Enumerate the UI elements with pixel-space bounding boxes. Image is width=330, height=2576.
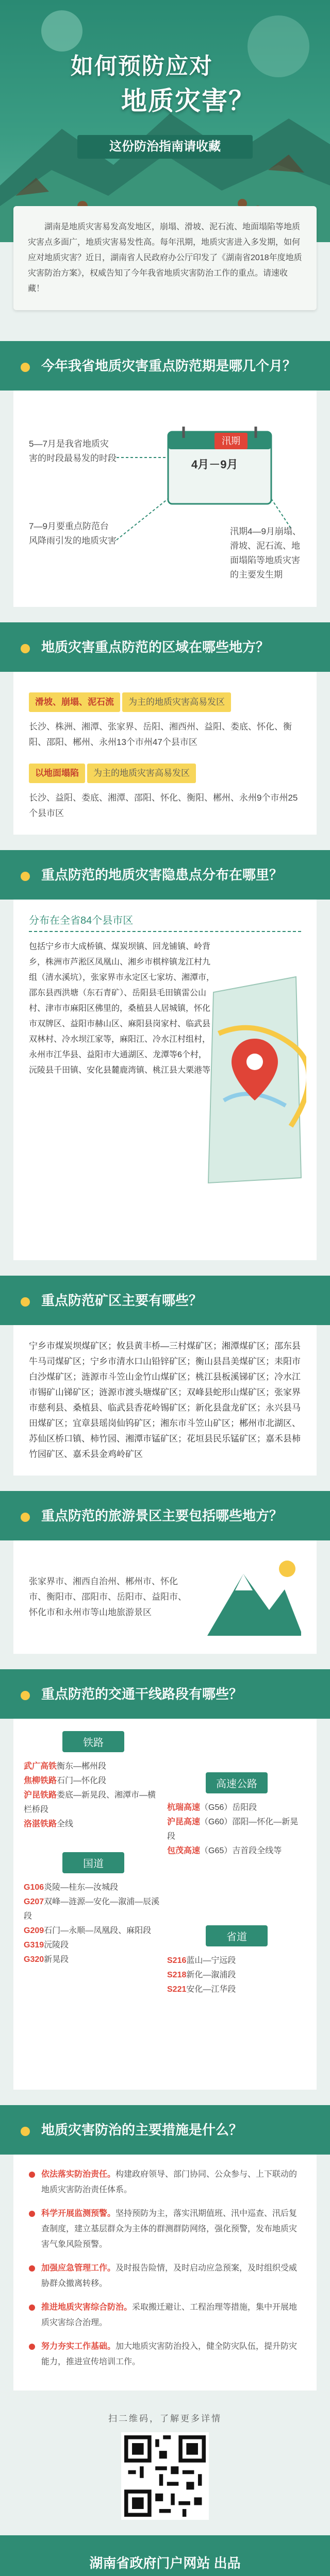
question-heading: 地质灾害重点防范的区域在哪些地方？ [0,622,330,672]
hazard-points-text: 包括宁乡市大成桥镇、煤炭坝镇、回龙铺镇、岭背乡，株洲市芦淞区凤凰山、湘乡市棋梓镇龙江村九组（清水溪坑），张家界市永定区七家坊、湘潭市，邵东县西洪塘（东石青矿）、岳阳县毛田镇雷公山村、津市市麻阳区佛里的，桑植县人居城镇，怀化市双牌区、益阳市赫山区、麻阳县岗家村、临武县双林村、冷水坝江家等，麻阳江、冷水江村组村，永州市江华县、益阳市大通湖区、龙潭等6个村，沅陵县千田镇、安化县麓鹿湾镇、桃江县大栗港等 [29,942,215,1075]
rail-header: 铁路 [62,1731,124,1752]
bullet-icon [21,363,30,372]
qr-code-icon [124,2435,206,2517]
map-pin-illustration [203,972,306,1188]
national-road-item: G319沅陵段 [24,1941,69,1950]
highway-item: 沪昆高速（G60）邵阳—怀化—新晃段 [167,1818,299,1841]
note-jul-sep: 7—9月要重点防范台风降雨引发的地质灾害 [29,521,117,546]
bullet-icon [21,872,30,881]
question-heading: 地质灾害防治的主要措施是什么？ [0,2105,330,2155]
period-block [0,341,330,607]
footer [0,2535,330,2576]
rail-item: 洛湛铁路全线 [24,1820,74,1828]
note-flood-season: 汛期4—9月崩塌、滑坡、泥石流、地面塌陷等地质灾害的主要发生期 [230,527,301,580]
highway-item: 包茂高速（G65）吉首段全线等 [167,1846,282,1855]
bullet-icon [21,2127,30,2136]
period-badge: 汛期 [214,433,248,449]
hazard-zone-label: 滑坡、崩塌、泥石流 为主的地质灾害高易发区 [29,692,301,712]
bullet-icon [21,1513,30,1522]
bullet-icon [21,1297,30,1307]
page-title [0,47,330,117]
regions-card [13,672,317,835]
subtitle-bar: 这份防治指南请收藏 [77,135,253,159]
national-road-item: G209石门—永顺—凤凰段、麻阳段 [24,1926,152,1935]
map-card-title: 分布在全省84个县市区 [29,912,301,932]
measures-card [13,2155,317,2391]
collapse-zone-areas: 长沙、益阳、娄底、湘潭、邵阳、怀化、衡阳、郴州、永州9个市州25个县市区 [29,793,298,818]
question-heading: 重点防范的地质灾害隐患点分布在哪里？ [0,850,330,900]
national-road-item: G207双峰—涟源—安化—溆浦—辰溪段 [24,1897,160,1921]
title-line2: 地质灾害？ [121,87,255,115]
question-heading: 重点防范矿区主要有哪些？ [0,1276,330,1325]
highway-header: 高速公路 [206,1772,268,1793]
national-road-item: G320新晃段 [24,1955,69,1964]
provincial-road-header: 省道 [206,1925,268,1946]
provincial-road-item: S218新化—溆浦段 [167,1971,236,1979]
publisher: 湖南省政府门户网站 出品 [89,2555,241,2571]
rail-item: 沪昆铁路娄底—新晃段、湘潭市—横栏桥段 [24,1791,156,1814]
mines-card: 宁乡市煤炭坝煤矿区；攸县黄丰桥—三村煤矿区；湘潭煤矿区；邵东县牛马司煤矿区；宁乡市清水口山铅锌矿区；衡山县昌美煤矿区；耒阳市白沙煤矿区；涟源市斗笠山金竹山煤矿区；桃江县板溪锑矿区；冷水江市锡矿山锑矿区；涟源市渡头塘煤矿区；双峰县蛇形山煤矿区；张家界市慈利县、桑植县、临武县香花岭锡矿区；新化县盘龙矿区；永兴县马田煤矿区；宜章县瑶岗仙钨矿区；湘东市斗笠山矿区；郴州市北湖区、苏仙区桥口镇、柿竹园、湘潭市锰矿区；花垣县民乐锰矿区；嘉禾县柿竹园矿区、嘉禾县金鸡岭矿区 [13,1325,317,1476]
rail-item: 焦柳铁路石门—怀化段 [24,1776,107,1785]
question-heading: 重点防范的旅游景区主要包括哪些地方？ [0,1491,330,1540]
mountain-icon [202,1553,301,1641]
question-heading: 重点防范的交通干线路段有哪些？ [0,1669,330,1719]
question-heading: 今年我省地质灾害重点防范期是哪几个月？ [0,341,330,391]
tourism-text: 张家界市、湘西自治州、郴州市、怀化市、衡阳市、邵阳市、岳阳市、益阳市、怀化市和永州市等山地旅游景区 [29,1577,187,1617]
period-range: 4月－9月 [191,458,238,471]
rail-item: 武广高铁衡东—郴州段 [24,1762,107,1771]
measure-item: 加强应急管理工作。及时报告险情，及时启动应急预案，及时组织受威胁群众撤离转移。 [29,2261,301,2292]
period-card [13,391,317,607]
hazard-points-card [13,900,317,1260]
national-road-item: G106炎陵—桂东—汝城段 [24,1883,119,1892]
collapse-zone-label: 以地面塌陷 为主的地质灾害高易发区 [29,764,301,783]
transport-card [13,1719,317,2090]
intro-paragraph: 湖南是地质灾害易发高发地区，崩塌、滑坡、泥石流、地面塌陷等地质灾害点多面广，地质灾害易发性高。每年汛期，地质灾害进入多发期，如何应对地质灾害？近日，湖南省人民政府办公厅印发了《湖南省2018年度地质灾害防治方案》，权威告知了今年我省地质灾害防治工作的重点。请速收藏！ [13,206,317,310]
measure-item: 推进地质灾害综合防治。采取搬迁避让、工程治理等措施，集中开展地质灾害综合治理。 [29,2300,301,2331]
measure-item: 依法落实防治责任。构建政府领导、部门协同、公众参与、上下联动的地质灾害防治责任体系。 [29,2167,301,2198]
measure-item: 科学开展监测预警。坚持预防为主，落实汛期值班、汛中巡查、汛后复查制度，建立基层群众为主体的群测群防网络，强化预警，发布地质灾害气象风险预警。 [29,2206,301,2252]
hazard-zone-areas: 长沙、株洲、湘潭、张家界、岳阳、湘西州、益阳、娄底、怀化、衡阳、邵阳、郴州、永州13个市州47个县市区 [29,722,292,747]
note-may-jul: 5—7月是我省地质灾害的时段最易发的时段 [29,439,117,463]
national-road-header: 国道 [62,1852,124,1873]
qr-section [0,2391,330,2535]
title-line1: 如何预防应对 [71,54,213,79]
qr-hint: 扫二维码，了解更多详情 [108,2414,222,2424]
bullet-icon [21,1691,30,1700]
transport-right-column [167,1731,306,2077]
qr-code[interactable] [121,2432,209,2520]
provincial-road-item: S216蓝山—宁远段 [167,1956,236,1965]
bullet-icon [21,644,30,653]
tourism-card [13,1540,317,1654]
provincial-road-item: S221安化—江华段 [167,1985,236,1994]
measure-item: 努力夯实工作基础。加大地质灾害防治投入，健全防灾队伍，提升防灾能力，推进宣传培训工作。 [29,2339,301,2370]
highway-item: 杭瑞高速（G56）岳阳段 [167,1803,257,1812]
transport-left-column [24,1731,163,2077]
